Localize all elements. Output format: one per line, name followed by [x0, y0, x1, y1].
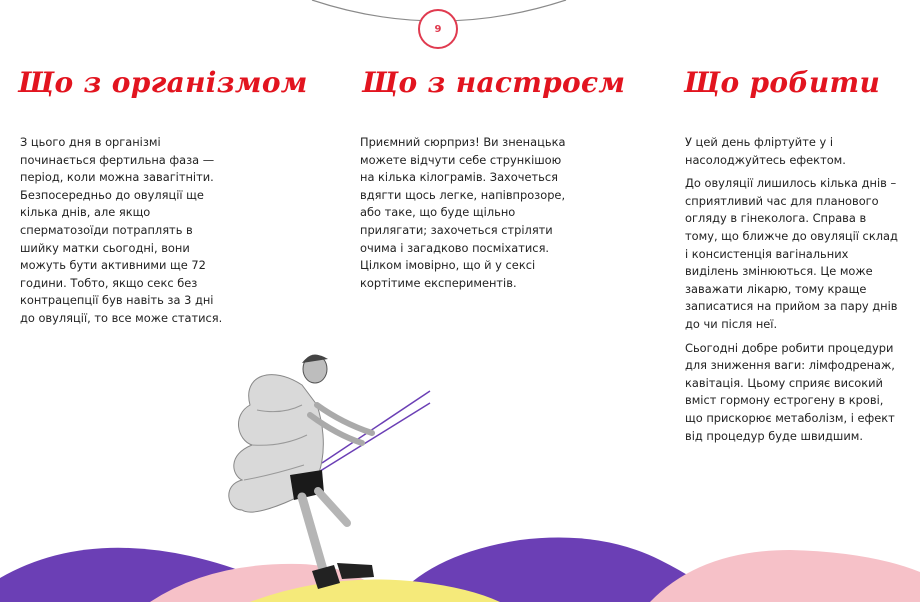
column-title-body: Що з організмом: [18, 66, 308, 99]
dancer-illustration: [212, 345, 437, 593]
paragraph: З цього дня в організмі починається фертильна фаза — період, коли можна завагітніти. Безпосередньо до овуляції ще кілька днів, але якщо сперматозоїди потраплять в шийку матки сьогодні, вони можуть бути активними ще 72 години. Тобто, якщо секс без контрацепції був навіть за 3 дні до овуляції, то все може статися.: [20, 135, 223, 325]
decorative-hills: [0, 520, 920, 602]
column-title-todo: Що робити: [684, 66, 881, 99]
top-arc: [0, 0, 920, 40]
column-title-mood: Що з настроєм: [362, 66, 626, 99]
paragraph: До овуляції лишилось кілька днів – сприятливий час для планового огляду в гінеколога. Справа в тому, що ближче до овуляції склад і консистенція вагінальних виділень змінюються. Це може заважати лікарю, тому краще записатися на прийом за пару днів до чи після неї.: [685, 176, 898, 331]
column-text-body: [20, 134, 225, 334]
page-number: 9: [434, 23, 442, 35]
paragraph: Приємний сюрприз! Ви зненацька можете відчути себе стрункішою на кілька кілограмів. Захочеться вдягти щось легке, напівпрозоре, або таке, що буде щільно прилягати; захочеться стріляти очима і загадково посміхатися. Цілком імовірно, що й у сексі кортітиме експериментів.: [360, 135, 566, 290]
paragraph: У цей день флiртуйте у і насолоджуйтесь ефектом.: [685, 135, 846, 167]
paragraph: Сьогодні добре робити процедури для зниження ваги: лімфодренаж, кавітація. Цьому сприяє високий вміст гормону естрогену в крові, що прискорює метаболізм, і ефект від процедур буде швидшим.: [685, 340, 895, 443]
page-number-badge: [418, 9, 458, 49]
column-text-todo: [685, 134, 900, 451]
column-text-mood: [360, 134, 576, 298]
